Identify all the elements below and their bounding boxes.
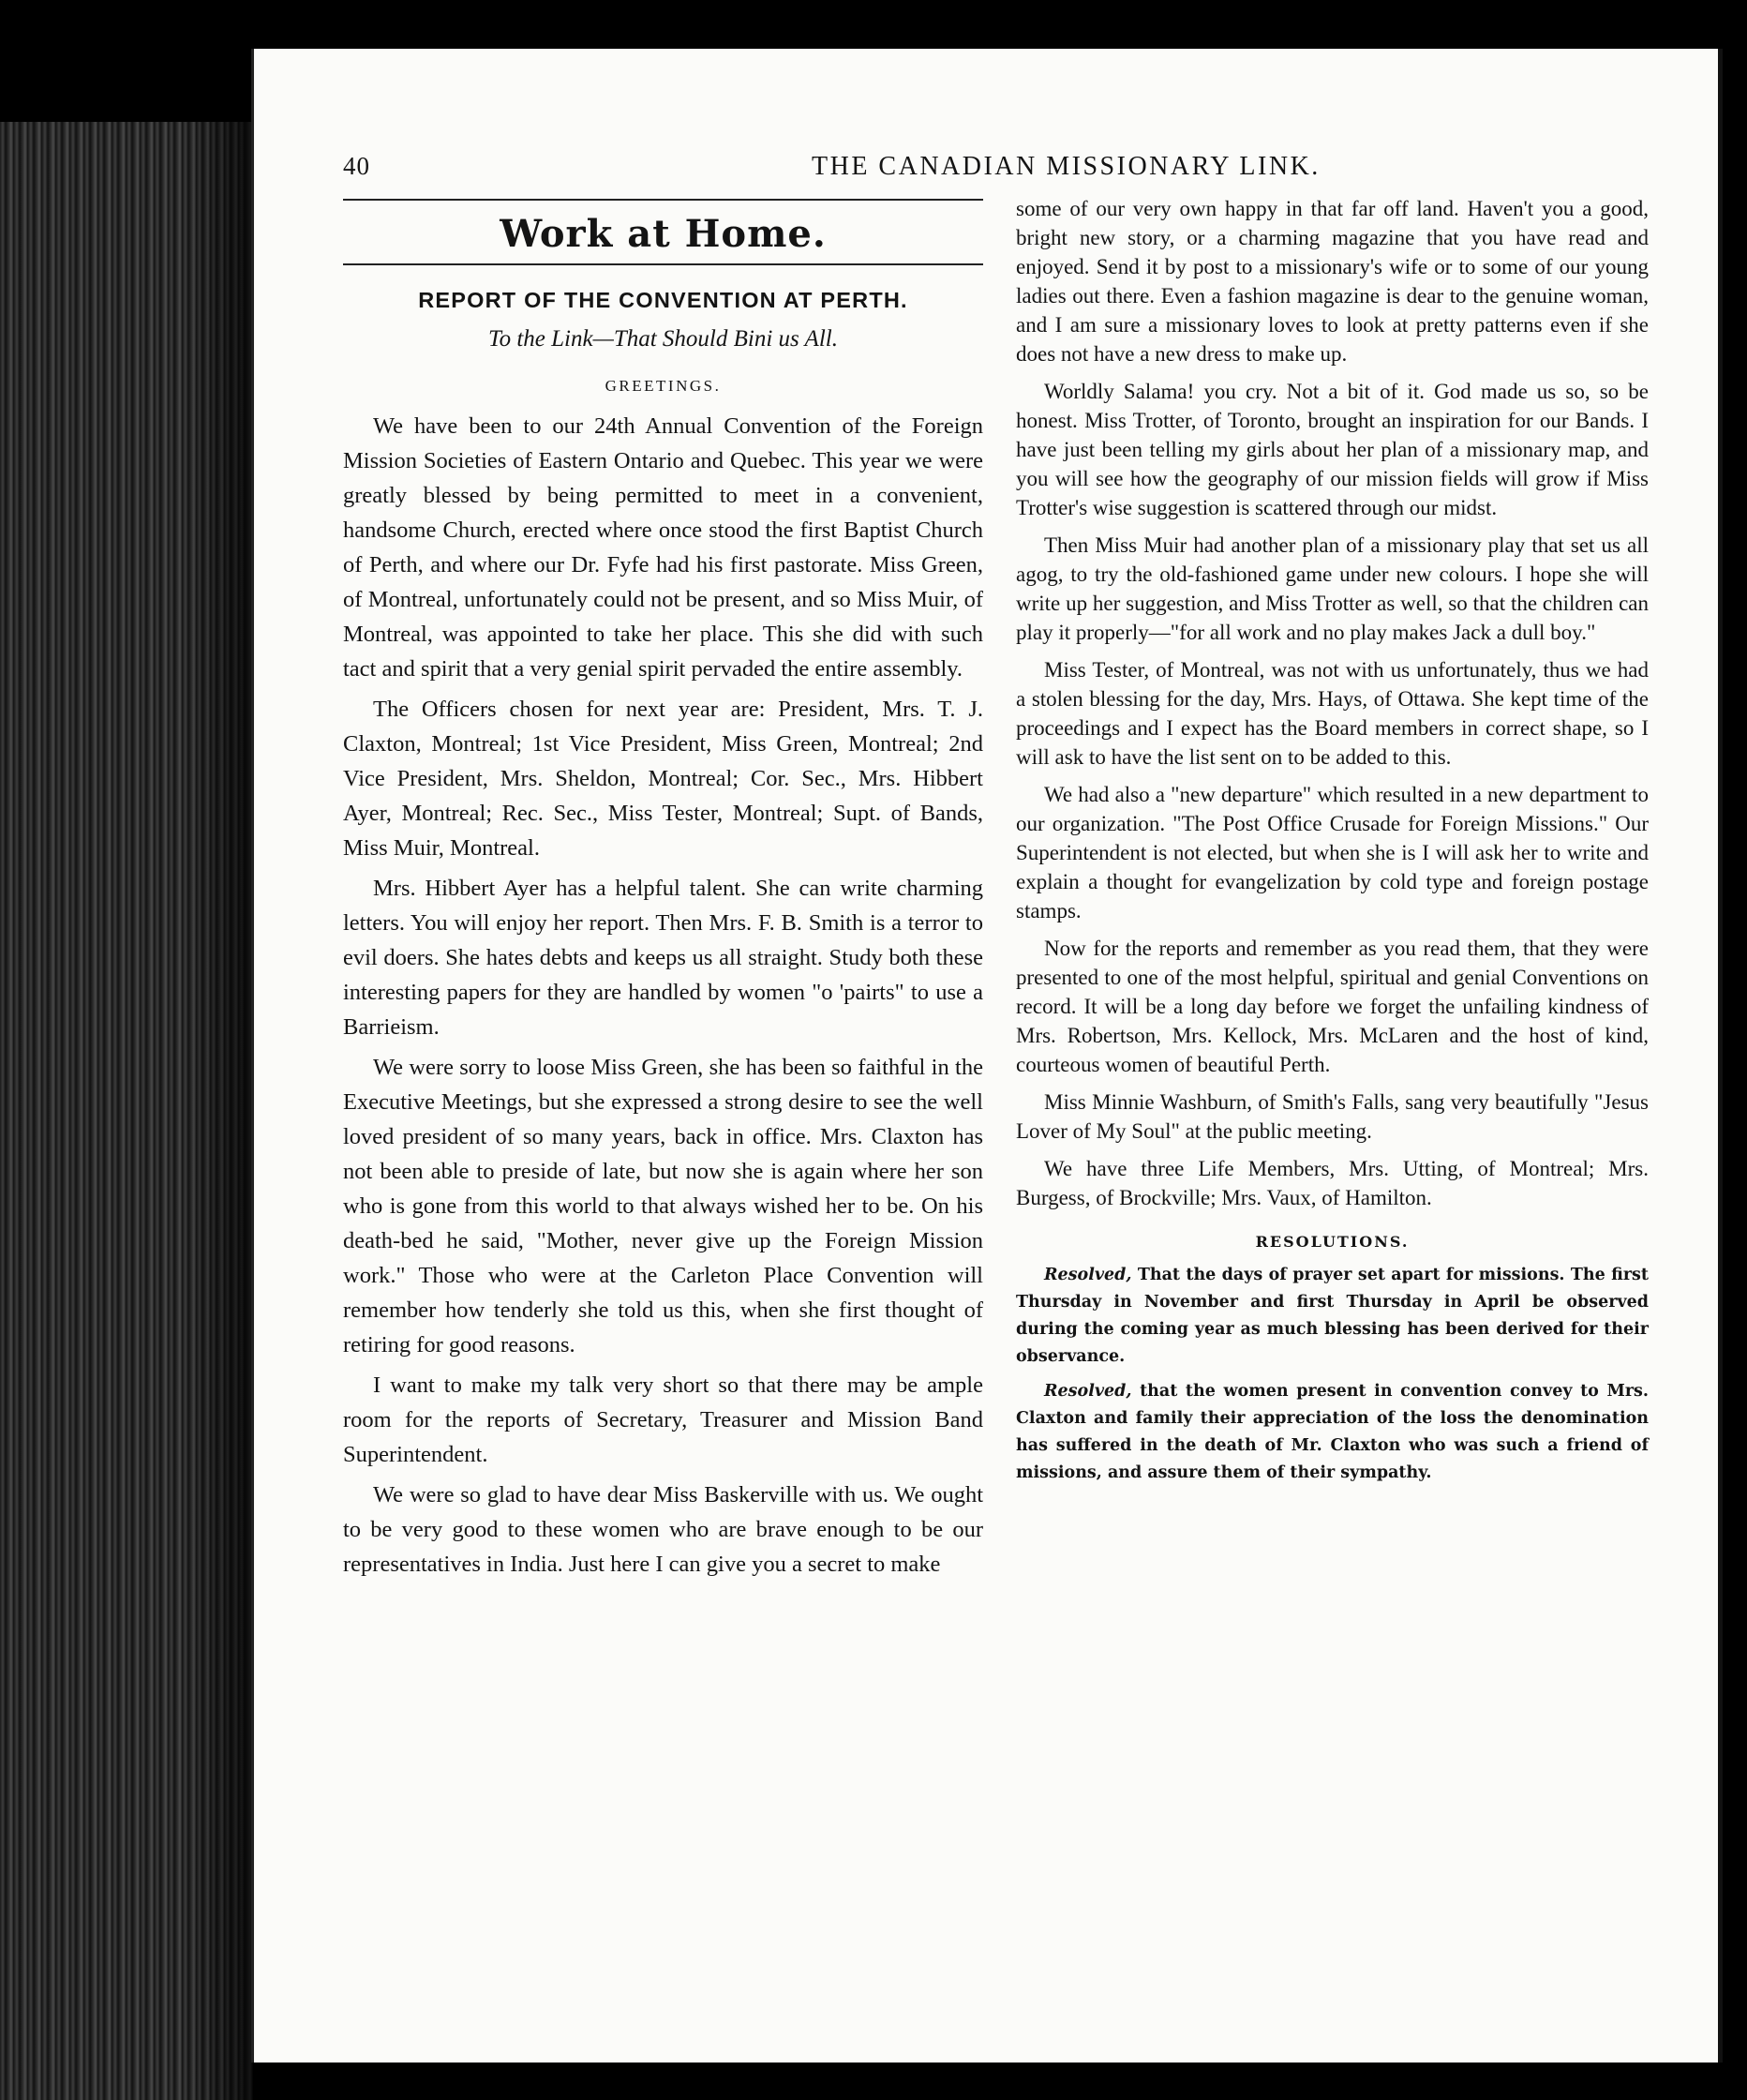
paragraph: Worldly Salama! you cry. Not a bit of it. God made us so, so be honest. Miss Trotter, of Toronto, brought an inspiration for our Bands. I have just been telling my girls about her plan of a missionary map, and you will see how the geography of our mission fields will grow if Miss Trotter's wise suggestion is scattered through our midst. xyxy=(1016,380,1649,519)
running-head xyxy=(343,152,1510,193)
greetings-heading: GREETINGS. xyxy=(605,377,722,395)
journal-title: THE CANADIAN MISSIONARY LINK. xyxy=(812,152,1321,181)
paragraph: The Officers chosen for next year are: President, Mrs. T. J. Claxton, Montreal; 1st Vice President, Miss Green, Montreal; 2nd Vice President, Mrs. Sheldon, Montreal; Cor. Sec., Mrs. Hibbert Ayer, Montreal; Rec. Sec., Miss Tester, Montreal; Supt. of Bands, Miss Muir, Montreal. xyxy=(343,697,983,861)
resolutions-list xyxy=(1016,1262,1649,1487)
page-number: 40 xyxy=(343,152,370,180)
left-column xyxy=(343,199,983,1582)
paragraph: I want to make my talk very short so that there may be ample room for the reports of Secretary, Treasurer and Mission Band Superintendent. xyxy=(343,1372,983,1467)
resolution-text: that the women present in convention convey to Mrs. Claxton and family their appreciation of the loss the denomination has suffered in the death of Mr. Claxton who was such a friend of missions, and assure them of their sympathy. xyxy=(1016,1382,1649,1482)
resolution-lead: Resolved, xyxy=(1044,1382,1132,1401)
paragraph: Miss Tester, of Montreal, was not with us unfortunately, thus we had a stolen blessing for the day, Mrs. Hays, of Ottawa. She kept time of the proceedings and I expect has the Board members in correct shape, so I will ask to have the list sent on to be added to this. xyxy=(1016,658,1649,769)
section-title: Work at Home. xyxy=(500,212,827,256)
left-body-text xyxy=(343,409,983,1582)
report-subtitle: To the Link—That Should Bini us All. xyxy=(488,326,838,352)
paragraph: Now for the reports and remember as you read them, that they were presented to one of the most helpful, spiritual and genial Conventions on record. It will be a long day before we forget the unfailing kindness of Mrs. Robertson, Mrs. Kellock, Mrs. McLaren and the host of kind, courteous women of beautiful Perth. xyxy=(1016,937,1649,1076)
paragraph: Then Miss Muir had another plan of a missionary play that set us all agog, to try the old-fashioned game under new colours. I hope she will write up her suggestion, and Miss Trotter as well, so that the children can play it properly—"for all work and no play makes Jack a dull boy." xyxy=(1016,533,1649,644)
resolution-item xyxy=(1016,1262,1649,1371)
resolution-item xyxy=(1016,1378,1649,1487)
resolution-text: That the days of prayer set apart for missions. The first Thursday in November and first Thursday in April be observed during the coming year as much blessing has been derived for their observance. xyxy=(1016,1266,1649,1366)
paragraph-continuation: some of our very own happy in that far off land. Haven't you a good, bright new story, or a charming magazine that you have read and enjoyed. Send it by post to a missionary's wife or to some of our young ladies out there. Even a fashion magazine is dear to the genuine woman, and I am sure a missionary loves to look at pretty patterns even if she does not have a new dress to make up. xyxy=(1016,197,1649,366)
resolution-lead: Resolved, xyxy=(1044,1266,1132,1284)
section-rule xyxy=(343,263,983,265)
right-column xyxy=(1016,194,1649,1487)
report-title: REPORT OF THE CONVENTION AT PERTH. xyxy=(418,288,908,312)
paragraph: We were sorry to loose Miss Green, she has been so faithful in the Executive Meetings, but she expressed a strong desire to see the well loved president of so many years, back in office. Mrs. Claxton has not been able to preside of late, but now she is again where her son who is gone from this world to that always wished her to be. On his death-bed he said, "Mother, never give up the Foreign Mission work." Those who were at the Carleton Place Convention will remember how tenderly she told us this, when she first thought of retiring for good reasons. xyxy=(343,1055,983,1358)
paragraph: Miss Minnie Washburn, of Smith's Falls, sang very beautifully "Jesus Lover of My Soul" at the public meeting. xyxy=(1016,1090,1649,1143)
paragraph: We have been to our 24th Annual Convention of the Foreign Mission Societies of Eastern Ontario and Quebec. This year we were greatly blessed by being permitted to meet in a convenient, handsome Church, erected where once stood the first Baptist Church of Perth, and where our Dr. Fyfe had his first pastorate. Miss Green, of Montreal, unfortunately could not be present, and so Miss Muir, of Montreal, was appointed to take her place. This she did with such tact and spirit that a very genial spirit pervaded the entire assembly. xyxy=(343,413,983,682)
paragraph: We had also a "new departure" which resulted in a new department to our organization. "The Post Office Crusade for Foreign Missions." Our Superintendent is not elected, but when she is I will ask her to write and explain a thought for evangelization by cold type and foreign postage stamps. xyxy=(1016,783,1649,922)
right-body-text xyxy=(1016,194,1649,1212)
magazine-page xyxy=(251,49,1718,2062)
resolutions-heading: RESOLUTIONS. xyxy=(1255,1233,1410,1251)
paragraph: We have three Life Members, Mrs. Utting, of Montreal; Mrs. Burgess, of Brockville; Mrs. Vaux, of Hamilton. xyxy=(1016,1157,1649,1209)
paragraph: We were so glad to have dear Miss Baskerville with us. We ought to be very good to these women who are brave enough to be our representatives in India. Just here I can give you a secret to make xyxy=(343,1482,983,1577)
paragraph: Mrs. Hibbert Ayer has a helpful talent. She can write charming letters. You will enjoy her report. Then Mrs. F. B. Smith is a terror to evil doers. She hates debts and keeps us all straight. Study both these interesting papers for they are handled by women "o 'pairts" to use a Barrieism. xyxy=(343,876,983,1040)
